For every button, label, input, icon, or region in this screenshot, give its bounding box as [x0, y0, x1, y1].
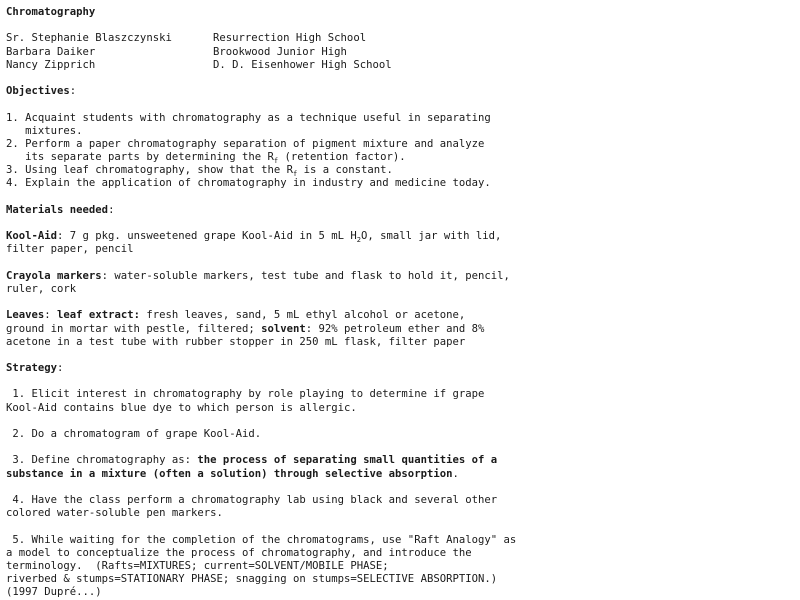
material-label: Crayola markers [6, 269, 102, 282]
author-school: D. D. Eisenhower High School [213, 58, 392, 71]
author-name: Sr. Stephanie Blaszczynski [6, 32, 172, 45]
material-leaves: Leaves: leaf extract: fresh leaves, sand, 5 mL ethyl alcohol or acetone, ground in mortar with pestle, filtered; solvent: 92% petroleum ether and 8% acetone in a test tube with rubber stopper in 250 mL flask, filter paper [6, 309, 485, 348]
material-label: Leaves [6, 309, 45, 322]
strategy-heading: Strategy: [6, 362, 64, 375]
material-koolaid: Kool-Aid: 7 g pkg. unsweetened grape Kool-Aid in 5 mL $H_2O$, small jar with lid, filter paper, pencil [6, 230, 502, 256]
strategy-step: 4. Have the class perform a chromatography lab using black and several other colored water-soluble pen markers. [6, 493, 498, 520]
strategy-step: 5. While waiting for the completion of the chromatograms, use "Raft Analogy" as a model to conceptualize the process of chromatography, and introduce the terminology. (Rafts=MIXTURES; current=SOLVENT/MOBILE PHASE; riverbed & stumps=STATIONARY PHASE; snagging on stumps=SELECTIVE ABSORPTION.) (1997 Dupré...) [6, 534, 794, 591]
author-school: Brookwood Junior High [213, 45, 347, 58]
materials-heading: Materials needed: [6, 203, 115, 216]
cut-off-line: (1997 Dupré...) [6, 586, 102, 599]
objective-item: 4. Explain the application of chromatography in industry and medicine today. [6, 177, 491, 190]
strategy-step: 1. Elicit interest in chromatography by role playing to determine if grape Kool-Aid contains blue dye to which person is allergic. [6, 388, 485, 414]
author-row [6, 46, 794, 59]
objectives-heading: Objectives: [6, 85, 77, 98]
material-crayola: Crayola markers: water-soluble markers, test tube and flask to hold it, pencil, ruler, cork [6, 269, 510, 295]
author-school: Resurrection High School [213, 32, 367, 45]
objective-item-cont: mixtures. [6, 124, 83, 137]
author-row [6, 59, 794, 72]
objective-item-cont: its separate parts by determining the $R_f$ (retention factor). [6, 151, 406, 166]
material-label: Kool-Aid [6, 230, 58, 243]
objectives-list [6, 112, 794, 191]
strategy-step: 3. Define chromatography as: the process of separating small quantities of a substance in a mixture (often a solution) through selective absorption. [6, 454, 498, 480]
strategy-step: 2. Do a chromatogram of grape Kool-Aid. [6, 428, 262, 440]
authors-list [6, 32, 794, 72]
objective-item: 1. Acquaint students with chromatography as a technique useful in separating [6, 111, 491, 124]
author-row [6, 32, 794, 45]
author-name: Barbara Daiker [6, 45, 96, 58]
author-name: Nancy Zipprich [6, 58, 96, 71]
objective-item: 2. Perform a paper chromatography separation of pigment mixture and analyze [6, 137, 485, 150]
objective-item: 3. Using leaf chromatography, show that the $R_f$ is a constant. [6, 164, 393, 179]
document-title: Chromatography [6, 6, 96, 18]
